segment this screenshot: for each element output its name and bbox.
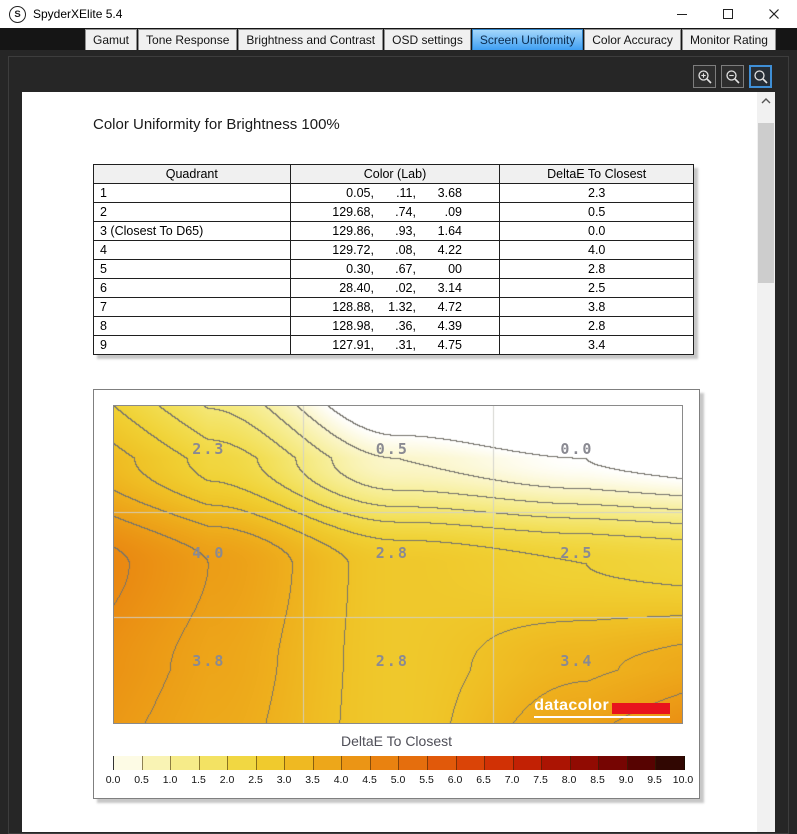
table-row bbox=[94, 203, 694, 222]
close-button[interactable] bbox=[751, 0, 797, 28]
colorbar-tick-label: 4.0 bbox=[333, 774, 349, 786]
column-header-color-lab: Color (Lab) bbox=[290, 165, 500, 184]
colorbar-tick-label: 10.0 bbox=[672, 774, 694, 786]
contour-value-label: 2.3 bbox=[192, 439, 226, 458]
colorbar-segment bbox=[114, 756, 142, 770]
cell-deltae: 4.0 bbox=[500, 241, 694, 260]
colorbar-tick-label: 0.5 bbox=[134, 774, 149, 786]
colorbar-segment bbox=[627, 756, 656, 770]
window-title: SpyderXElite 5.4 bbox=[33, 7, 123, 21]
colorbar-segment bbox=[484, 756, 513, 770]
tab-tone-response[interactable]: Tone Response bbox=[138, 29, 237, 50]
colorbar-segment bbox=[655, 756, 684, 770]
contour-value-label: 2.8 bbox=[375, 652, 409, 671]
colorbar-segment bbox=[370, 756, 399, 770]
cell-quadrant: 7 bbox=[94, 298, 291, 317]
uniformity-table bbox=[93, 164, 694, 355]
cell-quadrant: 2 bbox=[94, 203, 291, 222]
tab-strip bbox=[0, 28, 797, 50]
chevron-up-icon bbox=[761, 98, 771, 104]
colorbar-segment bbox=[142, 756, 171, 770]
zoom-icon bbox=[753, 69, 769, 85]
page-title: Color Uniformity for Brightness 100% bbox=[93, 116, 340, 133]
cell-deltae: 2.8 bbox=[500, 317, 694, 336]
colorbar-tick-label: 5.5 bbox=[419, 774, 434, 786]
contour-plot bbox=[113, 405, 683, 724]
app-icon-letter: S bbox=[14, 8, 21, 20]
scrollbar-thumb[interactable] bbox=[758, 123, 774, 283]
colorbar-segment bbox=[398, 756, 427, 770]
colorbar-segment bbox=[199, 756, 228, 770]
cell-deltae: 2.3 bbox=[500, 184, 694, 203]
colorbar bbox=[113, 756, 685, 770]
colorbar-segment bbox=[427, 756, 456, 770]
cell-color-lab: 127.91, .31, 4.75 bbox=[290, 336, 500, 355]
app-body bbox=[0, 50, 797, 832]
cell-color-lab: 0.30, .67, 00 bbox=[290, 260, 500, 279]
colorbar-segment bbox=[513, 756, 542, 770]
minimize-button[interactable] bbox=[659, 0, 705, 28]
table-row bbox=[94, 241, 694, 260]
colorbar-segment bbox=[170, 756, 199, 770]
colorbar-ticks bbox=[105, 774, 694, 787]
cell-quadrant: 9 bbox=[94, 336, 291, 355]
cell-color-lab: 128.88, 1.32, 4.72 bbox=[290, 298, 500, 317]
colorbar-tick-label: 4.5 bbox=[362, 774, 377, 786]
datacolor-logo-text: datacolor bbox=[534, 697, 609, 714]
colorbar-segment bbox=[284, 756, 313, 770]
colorbar-segment bbox=[313, 756, 342, 770]
cell-deltae: 2.8 bbox=[500, 260, 694, 279]
tab-brightness-and-contrast[interactable]: Brightness and Contrast bbox=[238, 29, 383, 50]
colorbar-tick-label: 6.5 bbox=[476, 774, 491, 786]
table-row bbox=[94, 260, 694, 279]
tab-screen-uniformity[interactable]: Screen Uniformity bbox=[472, 29, 583, 50]
column-header-quadrant: Quadrant bbox=[94, 165, 291, 184]
tab-color-accuracy[interactable]: Color Accuracy bbox=[584, 29, 681, 50]
table-row bbox=[94, 336, 694, 355]
cell-quadrant: 3 (Closest To D65) bbox=[94, 222, 291, 241]
colorbar-tick-label: 3.5 bbox=[305, 774, 320, 786]
colorbar-tick-label: 7.0 bbox=[504, 774, 520, 786]
cell-color-lab: 128.98, .36, 4.39 bbox=[290, 317, 500, 336]
cell-color-lab: 0.05, .11, 3.68 bbox=[290, 184, 500, 203]
contour-value-label: 0.5 bbox=[375, 439, 409, 458]
table-row bbox=[94, 279, 694, 298]
cell-deltae: 2.5 bbox=[500, 279, 694, 298]
colorbar-tick-label: 1.5 bbox=[191, 774, 206, 786]
colorbar-title: DeltaE To Closest bbox=[340, 733, 452, 749]
table-header-row bbox=[94, 165, 694, 184]
colorbar-segment bbox=[541, 756, 570, 770]
colorbar-tick-label: 1.0 bbox=[162, 774, 178, 786]
cell-quadrant: 6 bbox=[94, 279, 291, 298]
cell-deltae: 0.5 bbox=[500, 203, 694, 222]
cell-deltae: 3.4 bbox=[500, 336, 694, 355]
table-row bbox=[94, 222, 694, 241]
colorbar-tick-label: 9.0 bbox=[618, 774, 634, 786]
cell-deltae: 0.0 bbox=[500, 222, 694, 241]
table-row bbox=[94, 298, 694, 317]
colorbar-tick-label: 5.0 bbox=[390, 774, 406, 786]
contour-value-label: 4.0 bbox=[192, 544, 226, 563]
minimize-icon bbox=[676, 8, 688, 20]
cell-quadrant: 1 bbox=[94, 184, 291, 203]
colorbar-tick-label: 8.5 bbox=[590, 774, 605, 786]
colorbar-tick-label: 6.0 bbox=[447, 774, 463, 786]
colorbar-tick-label: 2.5 bbox=[248, 774, 263, 786]
zoom-out-button[interactable] bbox=[721, 65, 744, 88]
app-icon bbox=[9, 6, 26, 23]
table-row bbox=[94, 317, 694, 336]
colorbar-segment bbox=[227, 756, 256, 770]
cell-deltae: 3.8 bbox=[500, 298, 694, 317]
colorbar-segment bbox=[570, 756, 599, 770]
contour-value-label: 2.5 bbox=[560, 544, 594, 563]
zoom-in-icon bbox=[697, 69, 713, 85]
colorbar-tick-label: 0.0 bbox=[105, 774, 121, 786]
cell-color-lab: 129.72, .08, 4.22 bbox=[290, 241, 500, 260]
report-panel bbox=[22, 92, 757, 832]
contour-value-label: 0.0 bbox=[560, 439, 594, 458]
contour-value-label: 3.4 bbox=[560, 652, 594, 671]
colorbar-segment bbox=[341, 756, 370, 770]
close-icon bbox=[768, 8, 780, 20]
cell-quadrant: 5 bbox=[94, 260, 291, 279]
colorbar-tick-label: 8.0 bbox=[561, 774, 577, 786]
cell-color-lab: 129.86, .93, 1.64 bbox=[290, 222, 500, 241]
tab-osd-settings[interactable]: OSD settings bbox=[384, 29, 471, 50]
zoom-out-icon bbox=[725, 69, 741, 85]
cell-quadrant: 8 bbox=[94, 317, 291, 336]
colorbar-tick-label: 2.0 bbox=[219, 774, 235, 786]
colorbar-segment bbox=[598, 756, 627, 770]
colorbar-tick-label: 9.5 bbox=[647, 774, 662, 786]
cell-color-lab: 28.40, .02, 3.14 bbox=[290, 279, 500, 298]
title-bar bbox=[0, 0, 797, 28]
contour-panel bbox=[93, 389, 700, 799]
column-header-deltae-to-closest: DeltaE To Closest bbox=[500, 165, 694, 184]
tab-gamut[interactable]: Gamut bbox=[85, 29, 137, 50]
maximize-icon bbox=[722, 8, 734, 20]
colorbar-segment bbox=[256, 756, 285, 770]
datacolor-logo-bar bbox=[612, 703, 670, 714]
cell-color-lab: 129.68, .74, .09 bbox=[290, 203, 500, 222]
colorbar-tick-label: 7.5 bbox=[533, 774, 548, 786]
maximize-button[interactable] bbox=[705, 0, 751, 28]
tab-monitor-rating[interactable]: Monitor Rating bbox=[682, 29, 776, 50]
contour-value-label: 2.8 bbox=[375, 544, 409, 563]
scroll-up-button[interactable] bbox=[757, 92, 775, 109]
contour-value-label: 3.8 bbox=[192, 652, 226, 671]
vertical-scrollbar[interactable] bbox=[757, 92, 775, 832]
table-row bbox=[94, 184, 694, 203]
zoom-select-button[interactable] bbox=[749, 65, 772, 88]
zoom-in-button[interactable] bbox=[693, 65, 716, 88]
window-controls bbox=[659, 0, 797, 28]
colorbar-segment bbox=[456, 756, 485, 770]
datacolor-logo bbox=[534, 698, 670, 718]
zoom-toolbar bbox=[693, 65, 772, 88]
colorbar-tick-label: 3.0 bbox=[276, 774, 292, 786]
cell-quadrant: 4 bbox=[94, 241, 291, 260]
